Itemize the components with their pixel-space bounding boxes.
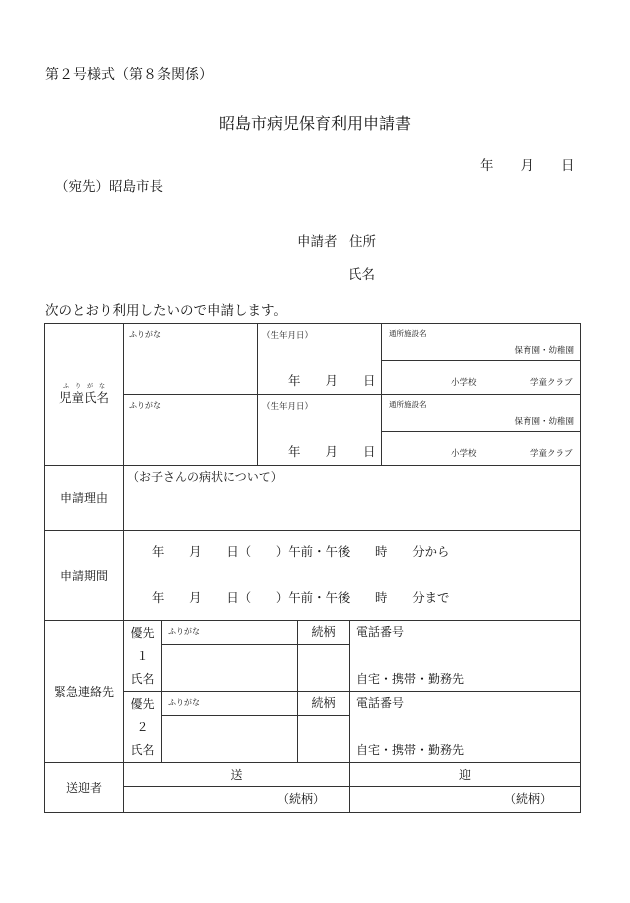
contact-1-relation-field <box>297 620 350 692</box>
contact-1-phone-types: 自宅・携帯・勤務先 <box>356 672 465 686</box>
contact-1-name-field <box>161 620 298 692</box>
application-date: 年 月 日 <box>480 158 575 174</box>
contact-2-furigana-divider <box>162 715 297 716</box>
period-label-cell <box>44 530 124 621</box>
period-field <box>123 530 581 621</box>
child-1-facility-preschool: 保育園・幼稚園 <box>514 346 574 356</box>
period-to: 年 月 日（ ）午前・午後 時 分まで <box>152 590 450 605</box>
contact-2-relation-divider <box>298 715 349 716</box>
contact-2-phone-label: 電話番号 <box>356 696 405 710</box>
contact-1-priority-cell <box>123 620 162 692</box>
contact-2-priority-cell <box>123 691 162 763</box>
child-1-birth-date: 年 月 日 <box>288 373 376 388</box>
child-1-name-field <box>123 323 258 395</box>
reason-label: 申請理由 <box>59 491 108 505</box>
contact-2-priority-number: ２ <box>136 720 149 734</box>
applicant-address-label: 住所 <box>349 234 376 250</box>
child-1-furigana-label: ふりがな <box>129 330 161 339</box>
contact-1-relation-label: 続柄 <box>311 625 336 639</box>
reason-field <box>123 465 581 531</box>
child-2-birth-date: 年 月 日 <box>288 444 376 459</box>
child-2-name-field <box>123 394 258 466</box>
contact-1-name-label: 氏名 <box>130 672 155 686</box>
emergency-contact-label-cell <box>44 620 124 763</box>
document-title: 昭島市病児保育利用申請書 <box>218 114 411 133</box>
child-1-facility-afterschool: 学童クラブ <box>530 378 573 388</box>
child-name-label-cell <box>44 323 124 466</box>
contact-2-phone-field <box>349 691 581 763</box>
child-2-birth-label: （生年月日） <box>262 402 314 412</box>
contact-2-priority-label: 優先 <box>130 697 155 711</box>
escort-pickup-header <box>349 762 581 787</box>
escort-dropoff-relation-label: （続柄） <box>277 792 326 806</box>
escort-pickup-field <box>349 786 581 813</box>
escort-dropoff-header <box>123 762 350 787</box>
child-1-facility-school: 小学校 <box>451 378 477 388</box>
period-label: 申請期間 <box>59 568 108 583</box>
escort-label: 送迎者 <box>65 780 102 795</box>
child-2-facility-preschool: 保育園・幼稚園 <box>514 417 574 427</box>
contact-2-name-field <box>161 691 298 763</box>
contact-1-furigana-divider <box>162 644 297 645</box>
escort-dropoff-field <box>123 786 350 813</box>
applicant-name-label: 氏名 <box>348 267 375 283</box>
child-2-birth-date-field <box>257 394 382 466</box>
reason-label-cell <box>44 465 124 531</box>
escort-pickup-heading: 迎 <box>458 767 471 782</box>
escort-label-cell <box>44 762 124 813</box>
escort-dropoff-heading: 送 <box>230 767 243 782</box>
applicant-label: 申請者 <box>297 234 338 250</box>
contact-1-priority-number: １ <box>136 649 149 663</box>
contact-2-furigana-label: ふりがな <box>168 698 200 707</box>
child-1-facility-field <box>381 323 581 395</box>
addressee: （宛先）昭島市長 <box>55 179 163 195</box>
child-2-facility-divider <box>382 431 580 432</box>
contact-2-name-label: 氏名 <box>130 743 155 757</box>
child-1-birth-label: （生年月日） <box>262 331 314 341</box>
application-table <box>44 323 581 813</box>
escort-pickup-relation-label: （続柄） <box>504 792 553 806</box>
child-2-facility-afterschool: 学童クラブ <box>530 449 573 459</box>
contact-1-relation-divider <box>298 644 349 645</box>
child-2-facility-school: 小学校 <box>451 449 477 459</box>
contact-1-phone-field <box>349 620 581 692</box>
child-2-furigana-label: ふりがな <box>129 401 161 410</box>
child-1-birth-date-field <box>257 323 382 395</box>
contact-1-phone-label: 電話番号 <box>356 625 405 639</box>
period-from: 年 月 日（ ）午前・午後 時 分から <box>152 544 450 559</box>
contact-1-furigana-label: ふりがな <box>168 627 200 636</box>
contact-2-phone-types: 自宅・携帯・勤務先 <box>356 743 465 757</box>
contact-2-relation-label: 続柄 <box>311 696 336 710</box>
form-number: 第２号様式（第８条関係） <box>45 67 213 83</box>
emergency-contact-label: 緊急連絡先 <box>53 684 114 699</box>
child-name-label-group <box>57 384 111 405</box>
contact-1-priority-label: 優先 <box>130 626 155 640</box>
child-2-facility-label: 通所施設名 <box>389 400 427 409</box>
contact-2-relation-field <box>297 691 350 763</box>
child-1-facility-divider <box>382 360 580 361</box>
reason-note: （お子さんの病状について） <box>127 470 283 484</box>
child-1-facility-label: 通所施設名 <box>389 329 427 338</box>
child-name-label: 児童氏名 <box>58 390 109 406</box>
child-2-facility-field <box>381 394 581 466</box>
child-name-ruby: ふりがな <box>62 383 111 391</box>
intro-statement: 次のとおり利用したいので申請します。 <box>45 303 287 319</box>
